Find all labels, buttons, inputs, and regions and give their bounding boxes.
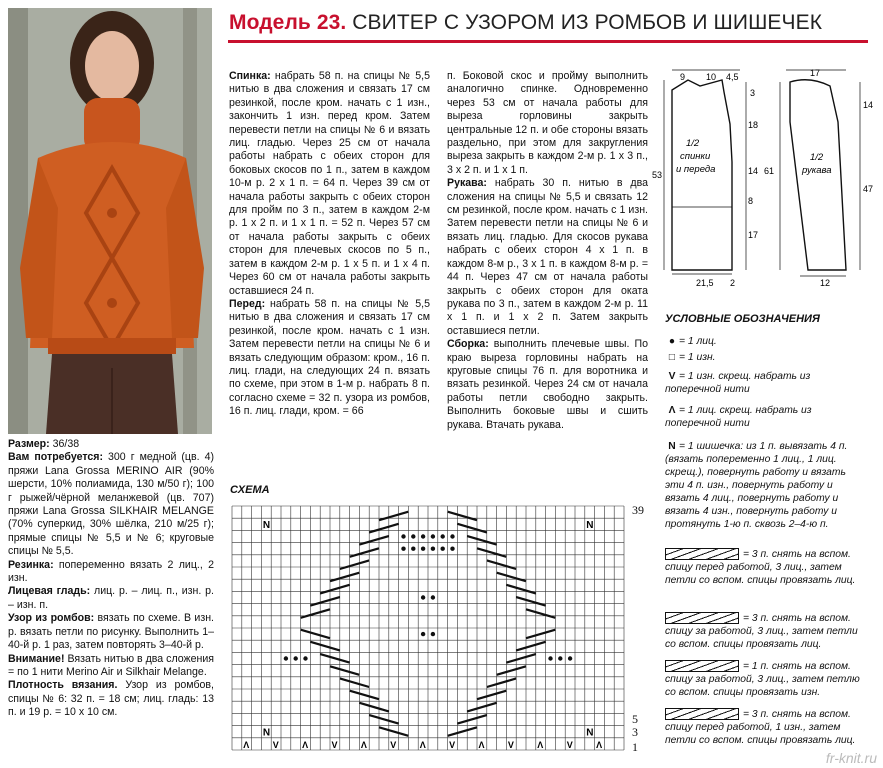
increase-mark: V xyxy=(390,739,397,750)
model-subtitle: СВИТЕР С УЗОРОМ ИЗ РОМБОВ И ШИШЕЧЕК xyxy=(352,11,823,34)
dim-12: 12 xyxy=(820,278,831,288)
size-value: 36/38 xyxy=(52,438,80,450)
row-number-3: 3 xyxy=(632,725,638,739)
cable-stroke xyxy=(526,630,555,639)
size-label: Размер: xyxy=(8,438,50,450)
cable-symbol xyxy=(665,548,739,560)
sleeve-label-1: 1/2 xyxy=(810,152,824,163)
increase-mark: Λ xyxy=(302,739,309,750)
row-number-1: 1 xyxy=(632,740,638,754)
density-label: Плотность вязания. xyxy=(8,679,118,692)
legend-item xyxy=(665,708,865,747)
increase-mark: Λ xyxy=(243,739,250,750)
knit-dot xyxy=(431,595,435,599)
cable-stroke xyxy=(448,512,477,521)
cable-symbol xyxy=(665,612,739,624)
knit-dot xyxy=(450,547,454,551)
legend-text: = 3 п. снять на вспом. спицу перед работой, 3 лиц., затем петли со вспом. спицы провязать лиц. xyxy=(665,549,856,586)
legend-text: = 1 шишечка: из 1 п. вывязать 4 п. (вязать попеременно 1 лиц., 1 лиц. скрещ.), повернуть работу и вязать эти 4 п. изн., повернуть работу и вязать 4 лиц., повернуть работу и вязать 4 изн., повернуть работу и протянуть 1-ю п. сквозь 2–4-ю п. xyxy=(665,441,848,530)
increase-mark: V xyxy=(449,739,456,750)
cable-stroke xyxy=(369,715,398,724)
need-label: Вам потребуется: xyxy=(8,451,103,464)
increase-mark: V xyxy=(331,739,338,750)
assembly-text: выполнить плечевые швы. По краю выреза горловины набрать на круговые спицы 76 п. для воротника и вязать резинкой. Через 24 см от начала работы петли свободно закрыть. Выполнить боковые швы и сшить рукава. Втачать рукава. xyxy=(447,338,648,431)
bobble-mark: N xyxy=(262,727,271,739)
legend-symbol: □ xyxy=(668,352,676,363)
dim-53: 53 xyxy=(652,170,663,180)
knit-dot xyxy=(303,656,307,660)
cable-stroke xyxy=(340,560,369,569)
knit-dot xyxy=(568,656,572,660)
model-photo xyxy=(8,8,212,434)
increase-mark: Λ xyxy=(537,739,544,750)
rib-text: попеременно вязать 2 лиц., 2 изн. xyxy=(8,558,214,585)
body-label-1: 1/2 xyxy=(686,138,700,149)
dim-10: 10 xyxy=(706,72,717,82)
dim-9: 9 xyxy=(680,72,686,82)
cable-stroke xyxy=(350,691,379,700)
dim-5-unused: 5 xyxy=(660,62,661,63)
knit-dot xyxy=(421,595,425,599)
dim-47: 47 xyxy=(863,184,874,194)
knit-dot xyxy=(431,534,435,538)
cable-stroke xyxy=(301,609,330,618)
increase-mark: Λ xyxy=(360,739,367,750)
knit-dot xyxy=(450,534,454,538)
stockinette-text: лиц. р. – лиц. п., изн. р. – изн. п. xyxy=(8,585,214,611)
need-text: 300 г медной (цв. 4) пряжи Lana Grossa MERINO AIR (90% шерсти, 10% полиамида, 130 м/50 г); 100 г рыжей/чёрной меланжевой (цв. 707) пряжи Lana Grossa SILKHAIR MELANGE (70% суперкид, 30% шёлка, 210 м/25 г); прямые спицы № 5,5 и № 6; круговые спицы № 5,5. xyxy=(8,451,214,558)
cable-symbol xyxy=(665,660,739,672)
back-text: набрать 58 п. на спицы № 5,5 нитью в два сложения и связать 17 см резинкой, после кром. начать с 1 изн., закончить 1 изн. перед кром. Затем перевести петли на спицы № 6 и вязать лиц. гладью. Через 25 см от начала работы набрать с обеих сторон для боковых скосов по 1 п., затем в каждом 10-м р. 2 х 1 п. = 64 п. Через 39 см от начала работы закрыть с обеих сторон для пройм по 3 п., затем в каждом 2-м р. 1 х 2 п. и 1 х 1 п. = 52 п. Через 57 см от начала работы закрыть с обеих сторон для плечевых скосов по 5 п., затем в каждом 2-м р. 1 х 5 п. и 1 х 4 п. Через 60 см от начала работы закрыть оставшиеся 24 п. xyxy=(229,70,430,297)
rib-label: Резинка: xyxy=(8,558,54,571)
knit-dot xyxy=(421,534,425,538)
dim-14-sleeve: 14 xyxy=(863,100,874,110)
front-text: набрать 58 п. на спицы № 5,5 нитью в два сложения и связать 17 см резинкой, после кром. начать с 1 изн. Затем перевести петли на спицы № 6 и вязать следующим образом: кром., 16 п. лиц. глади, на следующих 24 п. вязать по схеме, при этом в 1-м р. набрать 8 п. согласно схеме = 32 п. узора из ромбов, 16 п. лиц. глади, кром. = 66 xyxy=(229,297,430,418)
cable-stroke xyxy=(340,678,369,687)
legend-text: = 1 лиц. xyxy=(679,336,717,347)
model-number: Модель 23. xyxy=(229,11,347,34)
increase-mark: V xyxy=(566,739,573,750)
dim-8: 8 xyxy=(748,196,754,206)
legend-item xyxy=(665,335,865,348)
dim-21-5: 21,5 xyxy=(696,278,714,288)
cable-stroke xyxy=(526,609,555,618)
cable-stroke xyxy=(477,691,506,700)
legend-text: = 3 п. снять на вспом. спицу за работой, 3 лиц., затем петли со вспом. спицы провязать лиц. xyxy=(665,613,858,650)
front-continued-text: п. Боковой скос и пройму выполнить аналогично спинке. Одновременно через 53 см от начала работы для выреза горловины закрыть центральные 12 п. и обе стороны вязать раздельно, при этом для закругления выреза закрыть в каждом 2-м р. 1 х 3 п., 3 х 2 п. и 1 х 1 п. xyxy=(447,70,648,176)
cable-stroke xyxy=(369,524,398,533)
diamond-text: вязать по схеме. В изн. р. вязать петли по рисунку. Выполнить 1–40-й р. 1 раз, затем повторять 3–40-й р. xyxy=(8,612,215,652)
attention-label: Внимание! xyxy=(8,652,65,665)
cable-stroke xyxy=(477,548,506,557)
garment-pattern-diagram xyxy=(652,62,878,288)
assembly-label: Сборка: xyxy=(447,338,489,351)
legend-text: = 1 лиц. скрещ. набрать из поперечной нити xyxy=(665,405,812,429)
cable-stroke xyxy=(467,536,496,545)
legend-text: = 1 п. снять на вспом. спицу за работой, 3 лиц., затем петлю со вспом. спицы провязать изн. xyxy=(665,661,860,698)
legend-item xyxy=(665,612,865,651)
cable-stroke xyxy=(330,666,359,675)
cable-symbol xyxy=(665,708,739,720)
dim-17-sleeve: 17 xyxy=(810,68,821,78)
cable-stroke xyxy=(487,560,516,569)
legend-item xyxy=(665,548,865,587)
knit-dot xyxy=(401,534,405,538)
attention-text: Вязать нитью в два сложения = по 1 нити Merino Air и Silkhair Melange. xyxy=(8,652,214,678)
increase-mark: V xyxy=(507,739,514,750)
legend-symbol: ● xyxy=(668,336,676,347)
increase-mark: Λ xyxy=(478,739,485,750)
legend-item xyxy=(665,370,865,396)
legend-text: = 1 изн. xyxy=(679,352,716,363)
dim-14: 14 xyxy=(748,166,759,176)
sleeve-label: Рукава: xyxy=(447,177,487,190)
cable-stroke xyxy=(301,630,330,639)
model-photo-illustration xyxy=(8,8,212,434)
knit-dot xyxy=(431,547,435,551)
cable-stroke xyxy=(487,678,516,687)
chart-grid xyxy=(232,506,624,750)
schema-title: СХЕМА xyxy=(230,484,270,496)
legend-item xyxy=(665,404,865,430)
cable-stroke xyxy=(457,524,486,533)
sleeve-label-2: рукава xyxy=(802,165,832,176)
dim-18: 18 xyxy=(748,120,759,130)
increase-mark: Λ xyxy=(419,739,426,750)
body-label-2: спинки xyxy=(680,151,711,162)
cable-stroke xyxy=(506,585,535,594)
front-label: Перед: xyxy=(229,297,266,310)
knit-dot xyxy=(284,656,288,660)
legend-item xyxy=(665,660,865,699)
cable-stroke xyxy=(379,512,408,521)
watermark: fr-knit.ru xyxy=(825,750,877,766)
knit-dot xyxy=(411,547,415,551)
cable-stroke xyxy=(320,585,349,594)
cable-stroke xyxy=(310,642,339,651)
cable-stroke xyxy=(359,536,388,545)
instructions-column-1 xyxy=(229,70,430,419)
legend-item xyxy=(665,351,865,364)
dim-61: 61 xyxy=(764,166,775,176)
cable-stroke xyxy=(448,727,477,736)
back-label: Спинка: xyxy=(229,70,271,82)
bobble-mark: N xyxy=(586,520,594,532)
page-title xyxy=(229,11,822,35)
cable-stroke xyxy=(330,573,359,582)
knit-dot xyxy=(421,547,425,551)
density-text: Узор из ромбов, спицы № 6: 32 п. = 18 см; лиц. гладь: 13 п. и 19 р. = 10 х 10 см. xyxy=(8,679,214,719)
dim-4-5: 4,5 xyxy=(726,72,739,82)
knit-dot xyxy=(401,547,405,551)
cable-stroke xyxy=(359,703,388,712)
title-underline xyxy=(228,40,868,43)
cable-stroke xyxy=(516,597,545,606)
cable-stroke xyxy=(310,597,339,606)
cable-stroke xyxy=(379,727,408,736)
bobble-mark: N xyxy=(586,727,594,739)
knit-dot xyxy=(411,534,415,538)
legend-symbol: Λ xyxy=(668,405,676,416)
instructions-column-2 xyxy=(447,70,648,432)
knit-dot xyxy=(558,656,562,660)
diamond-label: Узор из ромбов: xyxy=(8,612,95,625)
legend-symbol: N xyxy=(668,441,676,452)
legend-symbol: V xyxy=(668,371,676,382)
legend-item xyxy=(665,440,865,531)
cable-stroke xyxy=(497,666,526,675)
increase-mark: V xyxy=(272,739,279,750)
knitting-chart xyxy=(230,504,630,756)
legend-title: УСЛОВНЫЕ ОБОЗНАЧЕНИЯ xyxy=(665,313,820,325)
increase-mark: Λ xyxy=(596,739,603,750)
dim-17-body: 17 xyxy=(748,230,759,240)
cable-stroke xyxy=(457,715,486,724)
cable-stroke xyxy=(350,548,379,557)
dim-2: 2 xyxy=(730,278,736,288)
sleeve-text: набрать 30 п. нитью в два сложения на спицы № 5,5 и связать 12 см резинкой, после кром. начать с 1 изн. Затем перевести петли на спицы № 6 и вязать лиц. гладью. Для скосов рукава набрать с обеих сторон 4 х 1 п. в каждом 8-м р., 3 х 1 п. в каждом 8-м р. = 44 п. Через 47 см от начала работы закрыть с обеих сторон для оката рукава по 3 п., затем в каждом 2-м р. 11 х 1 п. и 1 х 2 п. Затем закрыть оставшиеся петли. xyxy=(447,177,648,337)
cable-stroke xyxy=(320,654,349,663)
cable-stroke xyxy=(506,654,535,663)
row-number-39: 39 xyxy=(632,503,644,517)
dim-3: 3 xyxy=(750,88,756,98)
bobble-mark: N xyxy=(262,520,271,532)
knit-dot xyxy=(441,547,445,551)
knit-dot xyxy=(294,656,298,660)
cable-stroke xyxy=(516,642,545,651)
knit-dot xyxy=(431,632,435,636)
knit-dot xyxy=(421,632,425,636)
knit-dot xyxy=(548,656,552,660)
cable-stroke xyxy=(467,703,496,712)
row-number-5: 5 xyxy=(632,712,638,726)
legend-text: = 1 изн. скрещ. набрать из поперечной нити xyxy=(665,371,811,395)
body-label-3: и переда xyxy=(676,164,716,175)
legend-text: = 3 п. снять на вспом. спицу перед работой, 1 изн., затем петли со вспом. спицы провязать лиц. xyxy=(665,709,856,746)
stockinette-label: Лицевая гладь: xyxy=(8,585,91,598)
knit-dot xyxy=(441,534,445,538)
materials-column xyxy=(8,438,214,720)
cable-stroke xyxy=(497,573,526,582)
